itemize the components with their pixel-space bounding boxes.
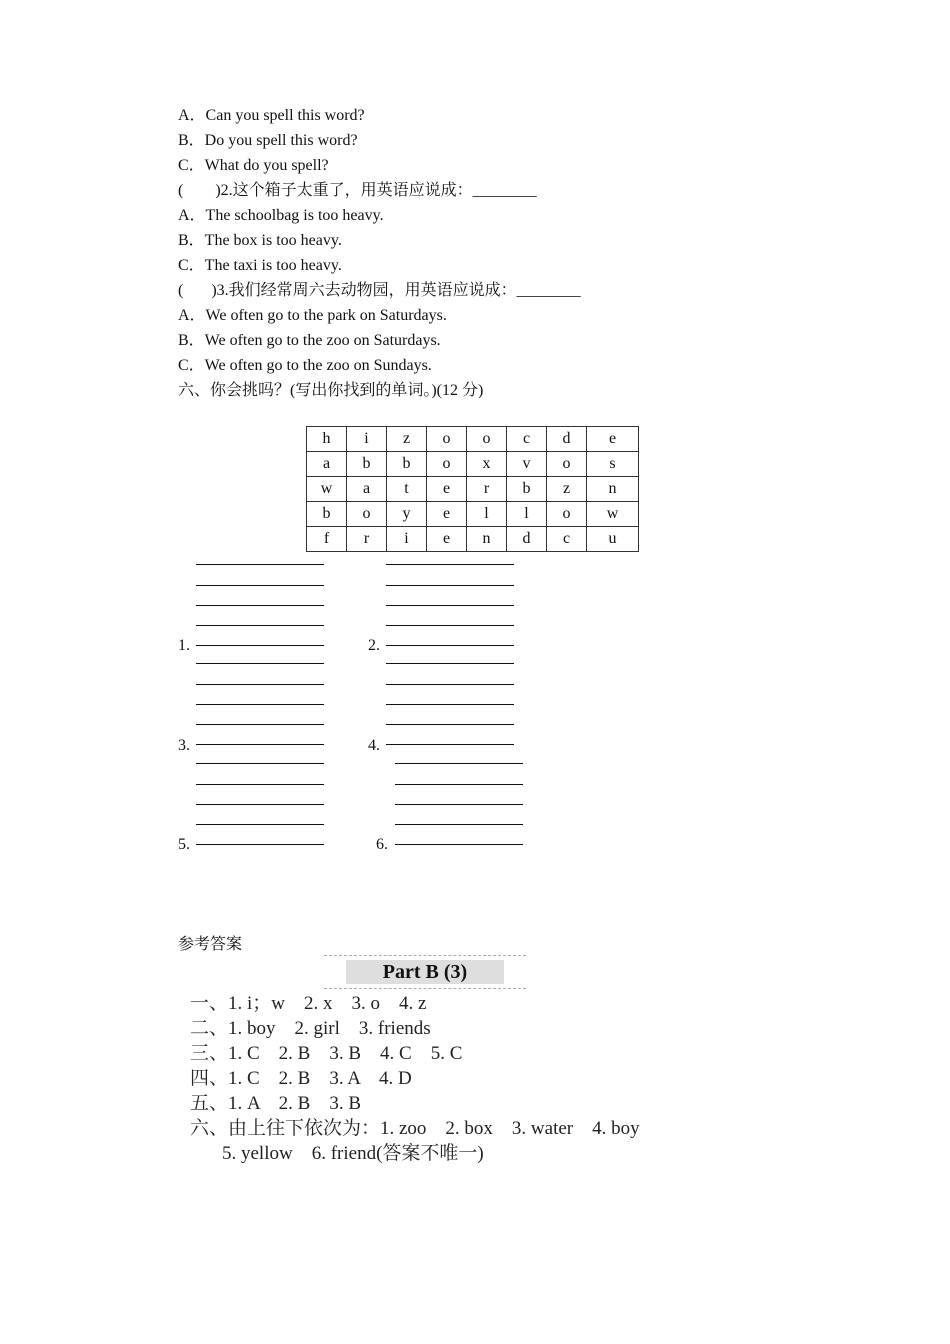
question-line: B．Do you spell this word? xyxy=(178,132,358,149)
grid-cell: r xyxy=(467,477,507,502)
writing-line xyxy=(196,824,324,825)
grid-cell: d xyxy=(547,427,587,452)
writing-line xyxy=(386,625,514,626)
writing-line xyxy=(196,724,324,725)
question-line: A．We often go to the park on Saturdays. xyxy=(178,307,447,324)
writing-line xyxy=(386,663,514,664)
grid-row xyxy=(307,427,639,452)
writing-line xyxy=(386,585,514,586)
grid-cell: f xyxy=(307,527,347,552)
blank-label-1: 1. xyxy=(178,637,190,654)
grid-cell: c xyxy=(547,527,587,552)
answer-line: 四、1. C 2. B 3. A 4. D xyxy=(190,1068,412,1089)
question-line: C．We often go to the zoo on Sundays. xyxy=(178,357,432,374)
writing-line xyxy=(395,844,523,845)
question-line: ( )2.这个箱子太重了，用英语应说成：________ xyxy=(178,182,537,199)
writing-line xyxy=(395,784,523,785)
question-line: B．The box is too heavy. xyxy=(178,232,342,249)
answer-section-title: 参考答案 xyxy=(178,936,243,953)
grid-cell: z xyxy=(547,477,587,502)
blank-label-4: 4. xyxy=(368,737,380,754)
answer-line: 一、1. i；w 2. x 3. o 4. z xyxy=(190,993,427,1014)
grid-cell: e xyxy=(427,502,467,527)
grid-cell: e xyxy=(587,427,639,452)
grid-cell: c xyxy=(507,427,547,452)
writing-line xyxy=(196,844,324,845)
grid-cell: t xyxy=(387,477,427,502)
question-line: A．Can you spell this word? xyxy=(178,107,365,124)
grid-row xyxy=(307,527,639,552)
answer-line: 二、1. boy 2. girl 3. friends xyxy=(190,1018,431,1039)
grid-cell: b xyxy=(347,452,387,477)
grid-cell: a xyxy=(347,477,387,502)
grid-cell: e xyxy=(427,527,467,552)
grid-cell: l xyxy=(467,502,507,527)
grid-cell: x xyxy=(467,452,507,477)
grid-cell: a xyxy=(307,452,347,477)
letter-grid xyxy=(306,426,639,552)
grid-cell: y xyxy=(387,502,427,527)
answer-banner xyxy=(324,955,526,989)
question-line: A．The schoolbag is too heavy. xyxy=(178,207,384,224)
blank-label-5: 5. xyxy=(178,836,190,853)
grid-cell: o xyxy=(427,427,467,452)
grid-cell: i xyxy=(387,527,427,552)
grid-cell: u xyxy=(587,527,639,552)
answer-line: 六、由上往下依次为：1. zoo 2. box 3. water 4. boy xyxy=(190,1118,640,1139)
writing-line xyxy=(196,605,324,606)
grid-cell: s xyxy=(587,452,639,477)
blank-label-3: 3. xyxy=(178,737,190,754)
grid-cell: o xyxy=(547,502,587,527)
writing-line xyxy=(386,724,514,725)
answer-line: 5. yellow 6. friend(答案不唯一) xyxy=(222,1143,484,1164)
writing-line xyxy=(395,824,523,825)
grid-cell: r xyxy=(347,527,387,552)
section-title: 六、你会挑吗？(写出你找到的单词。)(12 分) xyxy=(178,382,484,399)
writing-line xyxy=(386,605,514,606)
writing-line xyxy=(386,645,514,646)
writing-line xyxy=(386,684,514,685)
grid-cell: v xyxy=(507,452,547,477)
writing-line xyxy=(196,645,324,646)
question-line: C．The taxi is too heavy. xyxy=(178,257,342,274)
grid-cell: h xyxy=(307,427,347,452)
grid-cell: b xyxy=(307,502,347,527)
writing-line xyxy=(196,564,324,565)
grid-cell: n xyxy=(467,527,507,552)
grid-cell: o xyxy=(347,502,387,527)
writing-line xyxy=(196,625,324,626)
question-line: C．What do you spell? xyxy=(178,157,329,174)
grid-cell: w xyxy=(587,502,639,527)
writing-line xyxy=(196,684,324,685)
answer-banner-label: Part B (3) xyxy=(346,960,504,984)
grid-cell: w xyxy=(307,477,347,502)
grid-cell: d xyxy=(507,527,547,552)
grid-cell: n xyxy=(587,477,639,502)
grid-cell: b xyxy=(507,477,547,502)
grid-row xyxy=(307,477,639,502)
question-line: ( )3.我们经常周六去动物园，用英语应说成：________ xyxy=(178,282,581,299)
blank-label-2: 2. xyxy=(368,637,380,654)
grid-cell: o xyxy=(467,427,507,452)
blank-label-6: 6. xyxy=(376,836,388,853)
answer-line: 三、1. C 2. B 3. B 4. C 5. C xyxy=(190,1043,463,1064)
grid-cell: e xyxy=(427,477,467,502)
writing-line xyxy=(386,564,514,565)
question-line: B．We often go to the zoo on Saturdays. xyxy=(178,332,441,349)
grid-cell: l xyxy=(507,502,547,527)
writing-line xyxy=(395,804,523,805)
answer-line: 五、1. A 2. B 3. B xyxy=(190,1093,362,1114)
writing-line xyxy=(386,744,514,745)
grid-cell: o xyxy=(547,452,587,477)
grid-cell: i xyxy=(347,427,387,452)
writing-line xyxy=(196,784,324,785)
grid-row xyxy=(307,452,639,477)
writing-line xyxy=(196,763,324,764)
grid-row xyxy=(307,502,639,527)
writing-line xyxy=(386,704,514,705)
writing-line xyxy=(196,663,324,664)
grid-cell: z xyxy=(387,427,427,452)
writing-line xyxy=(196,744,324,745)
writing-line xyxy=(196,804,324,805)
grid-cell: o xyxy=(427,452,467,477)
grid-cell: b xyxy=(387,452,427,477)
writing-line xyxy=(395,763,523,764)
writing-line xyxy=(196,704,324,705)
writing-line xyxy=(196,585,324,586)
